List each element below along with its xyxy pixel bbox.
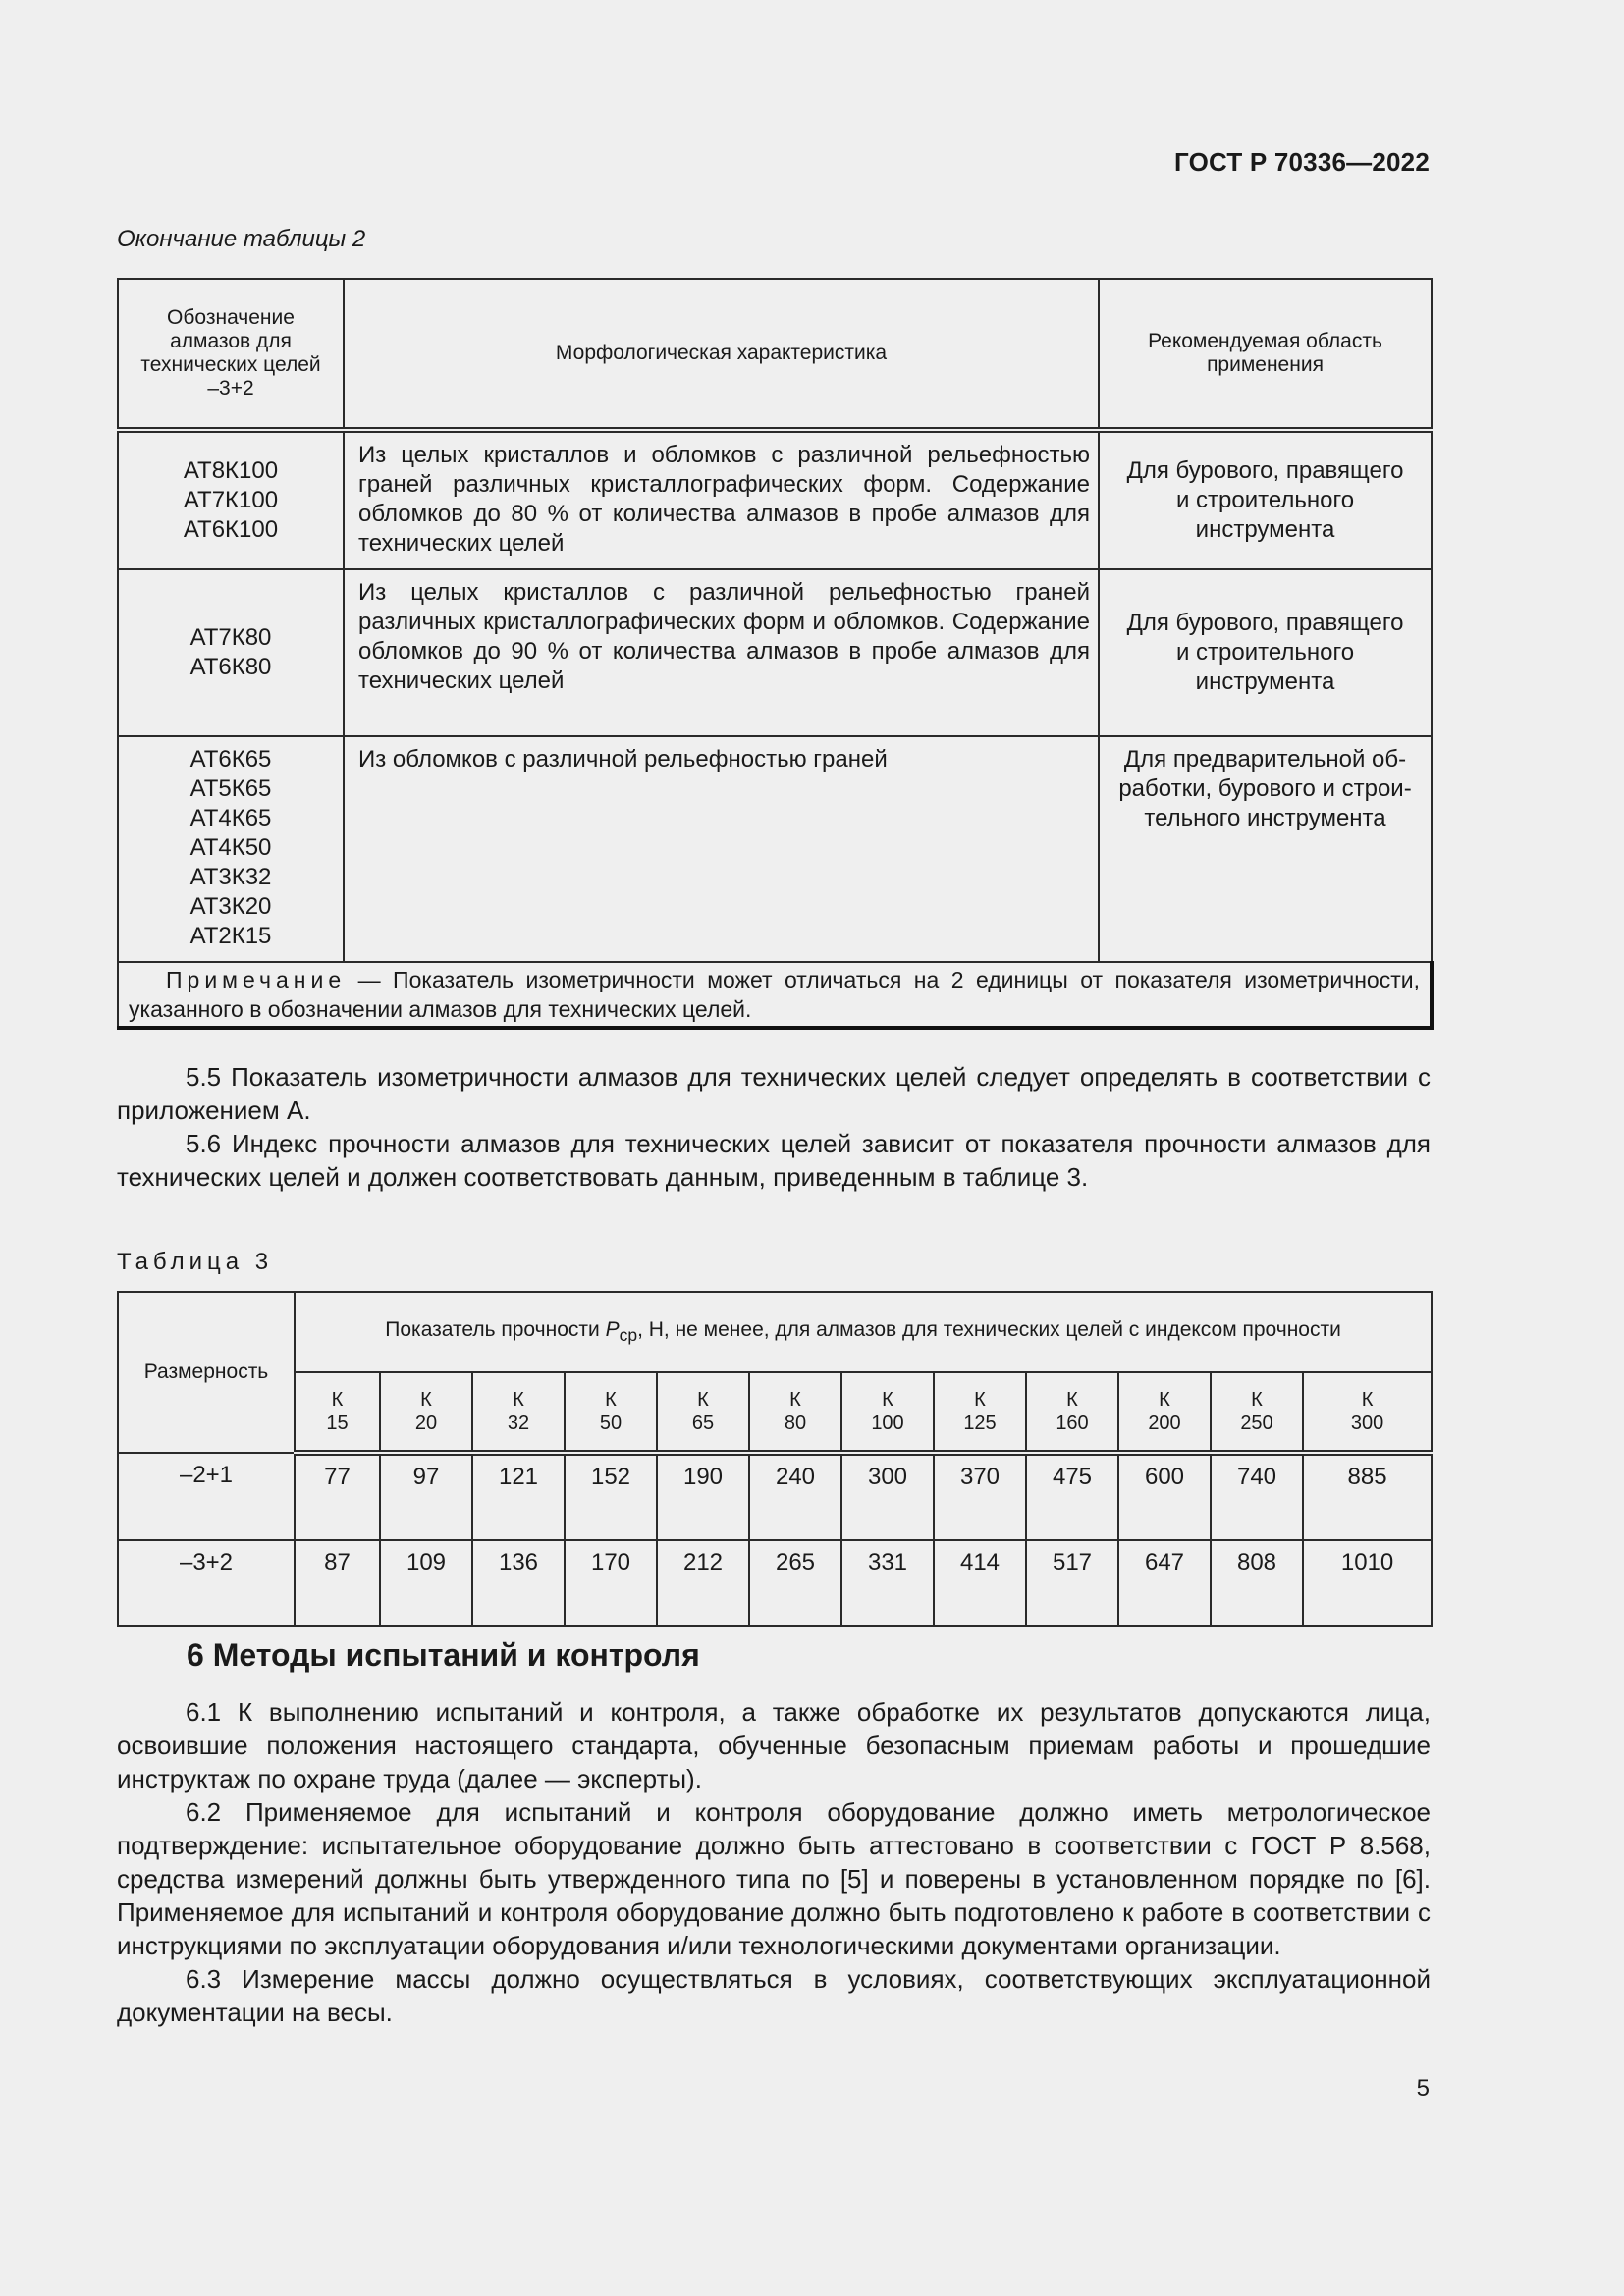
table3-caption: Таблица 3 bbox=[117, 1249, 274, 1275]
paragraph-6-2: 6.2 Применяемое для испытаний и контроля оборудование должно иметь метрологическое подтверждение: испытательное оборудование должно быть аттестовано в соответствии с ГОСТ Р 8.568, средства измерений должны быть утвержденного типа по [5] и поверены в установленном порядке по [6]. Применяемое для испытаний и контроля оборудование должно быть подготовлено к работе в соответствии с инструкциями по эксплуатации оборудования и/или технологическими документами организации. bbox=[117, 1797, 1431, 1960]
paragraph-5-6: 5.6 Индекс прочности алмазов для технических целей зависит от показателя прочности алмазов для технических целей и должен соответствовать данным, приведенным в таблице 3. bbox=[117, 1129, 1431, 1192]
table-row bbox=[118, 736, 1432, 962]
value-cell: 87 bbox=[295, 1540, 380, 1626]
section-6-body bbox=[117, 1695, 1431, 2029]
application-cell: Для предварительной об- работки, бурового и строи- тельного инструмента bbox=[1099, 736, 1432, 962]
table2-continuation-caption: Окончание таблицы 2 bbox=[117, 226, 366, 252]
designation-cell: АТ8К100 АТ7К100 АТ6К100 bbox=[118, 430, 344, 569]
designation-cell: АТ7К80 АТ6К80 bbox=[118, 569, 344, 736]
strength-index-header: К 20 bbox=[380, 1372, 472, 1453]
value-cell: 517 bbox=[1026, 1540, 1118, 1626]
table-row bbox=[118, 1540, 1432, 1626]
designation-cell: АТ6К65 АТ5К65 АТ4К65 АТ4К50 АТ3К32 АТ3К20 АТ2К15 bbox=[118, 736, 344, 962]
header-application: Рекомендуемая область применения bbox=[1099, 279, 1432, 430]
header-designation: Обозначение алмазов для технических целей –3+2 bbox=[118, 279, 344, 430]
paragraph-6-3: 6.3 Измерение массы должно осуществляться в условиях, соответствующих эксплуатационной документации на весы. bbox=[117, 1964, 1431, 2027]
value-cell: 265 bbox=[749, 1540, 841, 1626]
dimension-cell: –3+2 bbox=[118, 1540, 295, 1626]
strength-index-header: К 250 bbox=[1211, 1372, 1303, 1453]
table-row bbox=[118, 1453, 1432, 1540]
section-6-title: 6 Методы испытаний и контроля bbox=[187, 1637, 700, 1673]
value-cell: 475 bbox=[1026, 1453, 1118, 1540]
paragraph-6-1: 6.1 К выполнению испытаний и контроля, а также обработке их результатов допускаются лица, освоившие положения настоящего стандарта, обученные безопасным приемам работы и прошедшие инструктаж по охране труда (далее — эксперты). bbox=[117, 1697, 1431, 1793]
table2 bbox=[117, 278, 1434, 1030]
value-cell: 331 bbox=[841, 1540, 934, 1626]
paragraphs-5-5-5-6 bbox=[117, 1060, 1431, 1194]
value-cell: 212 bbox=[657, 1540, 749, 1626]
table-row bbox=[118, 569, 1432, 736]
strength-index-header: К 32 bbox=[472, 1372, 565, 1453]
value-cell: 77 bbox=[295, 1453, 380, 1540]
strength-index-header: К 50 bbox=[565, 1372, 657, 1453]
value-cell: 170 bbox=[565, 1540, 657, 1626]
value-cell: 414 bbox=[934, 1540, 1026, 1626]
strength-index-header: К 15 bbox=[295, 1372, 380, 1453]
page-number: 5 bbox=[1416, 2075, 1430, 2102]
strength-symbol: P bbox=[605, 1317, 620, 1341]
value-cell: 300 bbox=[841, 1453, 934, 1540]
application-cell: Для бурового, правящего и строительного инструмента bbox=[1099, 569, 1432, 736]
value-cell: 885 bbox=[1303, 1453, 1432, 1540]
note-label: Примечание bbox=[166, 967, 347, 992]
strength-subscript: ср bbox=[619, 1325, 638, 1346]
value-cell: 152 bbox=[565, 1453, 657, 1540]
value-cell: 190 bbox=[657, 1453, 749, 1540]
table2-header-row bbox=[118, 279, 1432, 430]
strength-index-header: К 160 bbox=[1026, 1372, 1118, 1453]
strength-index-header: К 100 bbox=[841, 1372, 934, 1453]
value-cell: 136 bbox=[472, 1540, 565, 1626]
table3 bbox=[117, 1291, 1433, 1627]
document-code: ГОСТ Р 70336—2022 bbox=[1174, 147, 1430, 177]
table3-header-row bbox=[118, 1292, 1432, 1372]
table2-note bbox=[118, 962, 1432, 1028]
value-cell: 109 bbox=[380, 1540, 472, 1626]
strength-index-header: К 300 bbox=[1303, 1372, 1432, 1453]
paragraph-5-5: 5.5 Показатель изометричности алмазов для технических целей следует определять в соответствии с приложением А. bbox=[117, 1062, 1431, 1125]
header-morphology: Морфологическая характеристика bbox=[344, 279, 1099, 430]
header-strength: Показатель прочности $P_{ср}$, Н, не менее, для алмазов для технических целей с индексом прочности bbox=[295, 1292, 1432, 1372]
value-cell: 647 bbox=[1118, 1540, 1211, 1626]
strength-index-header: К 200 bbox=[1118, 1372, 1211, 1453]
value-cell: 600 bbox=[1118, 1453, 1211, 1540]
morphology-cell: Из обломков с различной рельефностью граней bbox=[344, 736, 1099, 962]
dimension-cell: –2+1 bbox=[118, 1453, 295, 1540]
value-cell: 97 bbox=[380, 1453, 472, 1540]
strength-index-header: К 80 bbox=[749, 1372, 841, 1453]
strength-index-header: К 65 bbox=[657, 1372, 749, 1453]
morphology-cell: Из целых кристаллов с различной рельефностью граней различных кристаллографических форм и обломков. Содержание обломков до 90 % от количества алмазов в пробе алмазов для технических целей bbox=[344, 569, 1099, 736]
application-cell: Для бурового, правящего и строительного инструмента bbox=[1099, 430, 1432, 569]
value-cell: 240 bbox=[749, 1453, 841, 1540]
table-row bbox=[118, 430, 1432, 569]
table3-index-row bbox=[118, 1372, 1432, 1453]
note-text: — Показатель изометричности может отличаться на 2 единицы от показателя изометричности, указанного в обозначении алмазов для технических целей. bbox=[129, 967, 1420, 1022]
value-cell: 1010 bbox=[1303, 1540, 1432, 1626]
morphology-cell: Из целых кристаллов и обломков с различной рельефностью граней различных кристаллографических форм. Содержание обломков до 80 % от количества алмазов в пробе алмазов для технических целей bbox=[344, 430, 1099, 569]
strength-index-header: К 125 bbox=[934, 1372, 1026, 1453]
header-dimension: Размерность bbox=[118, 1292, 295, 1453]
value-cell: 808 bbox=[1211, 1540, 1303, 1626]
value-cell: 121 bbox=[472, 1453, 565, 1540]
value-cell: 370 bbox=[934, 1453, 1026, 1540]
table2-note-row bbox=[118, 962, 1432, 1028]
value-cell: 740 bbox=[1211, 1453, 1303, 1540]
